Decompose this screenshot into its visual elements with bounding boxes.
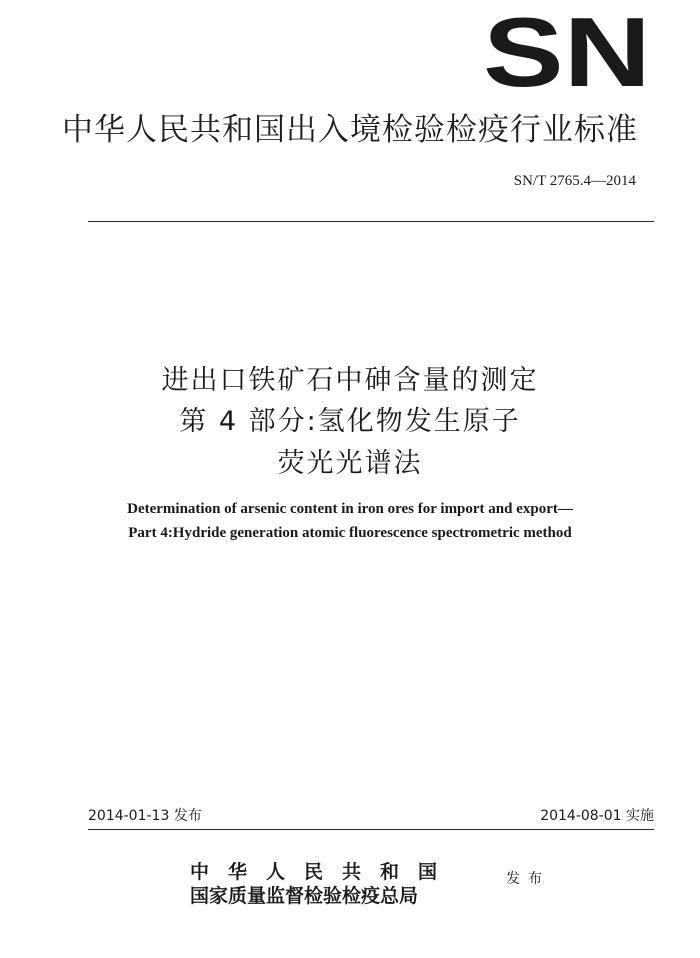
standard-number: SN/T 2765.4—2014: [513, 173, 636, 189]
english-title-line-1: Determination of arsenic content in iron ores for import and export—: [127, 501, 573, 517]
issuer-verb: 发布: [506, 871, 550, 887]
chinese-title-line-3: 荧光光谱法: [277, 448, 423, 479]
issuer-line-2: 国家质量监督检验检疫总局: [190, 885, 419, 907]
logo-text: SN: [483, 12, 651, 88]
chinese-title-line-2: 第 4 部分:氢化物发生原子: [179, 406, 521, 437]
top-divider: [88, 221, 654, 222]
bottom-divider: [88, 829, 654, 830]
issuer-line-1: 中华人民共和国: [190, 861, 457, 883]
issue-date: 2014-01-13 发布: [88, 808, 202, 824]
english-title-line-2: Part 4:Hydride generation atomic fluorescence spectrometric method: [128, 525, 572, 541]
header-title: 中华人民共和国出入境检验检疫行业标准: [62, 112, 638, 148]
sn-logo-icon: [482, 12, 652, 88]
implementation-date: 2014-08-01 实施: [540, 808, 654, 824]
chinese-title-line-1: 进出口铁矿石中砷含量的测定: [161, 365, 539, 396]
